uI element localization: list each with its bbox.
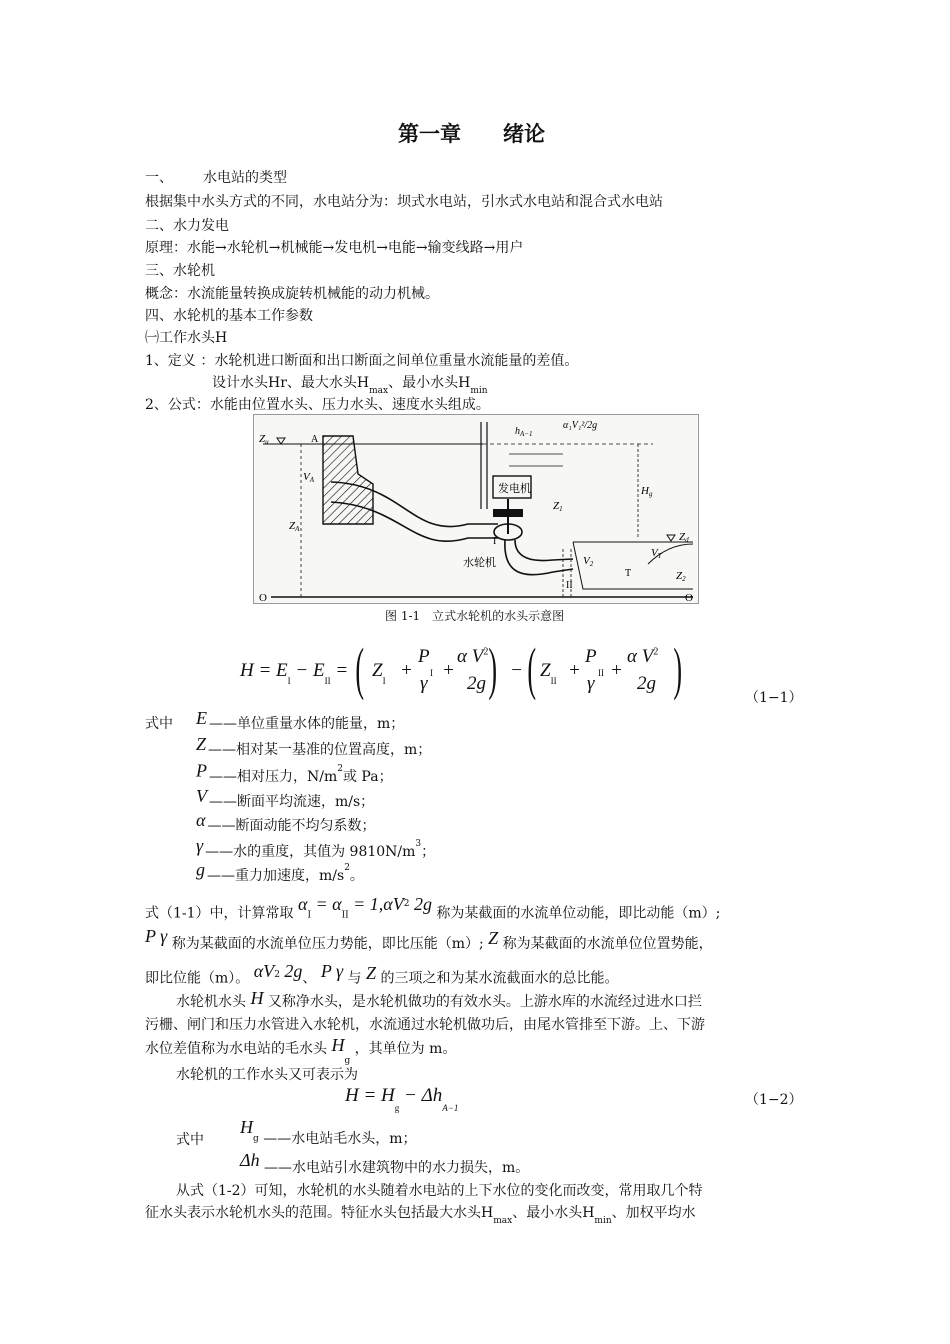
label-z2: Z2	[676, 570, 686, 583]
para2-line2: 污栅、闸门和压力水管进入水轮机，水流通过水轮机做功后，由尾水管排至下游。上、下游	[145, 1017, 705, 1033]
eq1-minus: −	[510, 660, 523, 681]
eq1-paren-open-1: (	[355, 636, 365, 701]
where-item	[196, 759, 393, 783]
eq1-z2: $Z_{II}$	[540, 660, 557, 686]
eq1-z1: $Z_I$	[372, 660, 386, 686]
eq2-number: （1−2）	[745, 1092, 803, 1108]
eq1-p2: P	[585, 646, 597, 667]
label-loss: $h_{A-1}$	[515, 426, 533, 438]
where2-dh: Δh ——水电站引水建筑物中的水力损失，m。	[240, 1150, 530, 1176]
label-zu: Zu	[259, 433, 269, 446]
label-zd: Zd	[679, 531, 689, 544]
eq1-paren-open-2: (	[527, 636, 537, 701]
label-zero-right: O	[685, 592, 693, 604]
label-generator: 发电机	[498, 482, 531, 495]
eq1-pw-sub-1: I	[430, 668, 433, 678]
eq1-p1: P	[418, 646, 430, 667]
where-symbol: E	[196, 708, 207, 728]
where-tail: 或 Pa；	[342, 768, 393, 785]
where-item	[196, 810, 375, 832]
where-sup: 2	[337, 764, 343, 774]
where2-label: 式中	[176, 1132, 204, 1148]
diagram-svg	[253, 414, 699, 604]
eq1-lhs: $H = E_I - E_{II}$ =	[240, 660, 349, 686]
design-head-text: 设计水头Hr、最大水头H	[212, 375, 370, 391]
eq1-gamma-1: γ	[420, 673, 428, 694]
label-section-1: I	[493, 536, 497, 547]
label-section-2: II	[566, 580, 573, 591]
eq1-plus-3: +	[568, 660, 581, 681]
eq1-alpha-v2: α $V^2$	[627, 646, 659, 667]
label-section-a: A	[311, 434, 319, 445]
where-desc: ——重力加速度，m/s	[207, 867, 345, 884]
para4-line1: 从式（1-2）可知，水轮机的水头随着水电站的上下水位的变化而改变，常用取几个特	[176, 1183, 703, 1199]
para2-line3: 水位差值称为水电站的毛水头 $H_g$ ，其单位为 m。	[145, 1035, 457, 1066]
where-symbol: γ	[196, 835, 204, 856]
where-symbol: P	[196, 760, 207, 781]
where-sup: 3	[415, 839, 422, 849]
where-symbol: g	[196, 859, 205, 880]
where-item	[196, 734, 431, 756]
eq1-alpha-v1: α $V^2$	[457, 646, 489, 667]
section-3-text: 概念：水流能量转换成旋转机械能的动力机械。	[145, 286, 439, 302]
label-va: VA	[303, 471, 315, 484]
subsection-heading: ㈠工作水头H	[145, 330, 228, 346]
section-4-heading: 四、水轮机的基本工作参数	[145, 308, 313, 324]
figure-head-diagram	[253, 414, 699, 604]
where-symbol: V	[196, 786, 207, 806]
eq1-2g-2: 2g	[637, 673, 656, 694]
where-desc: ——相对某一基准的位置高度，m；	[208, 742, 432, 758]
chapter-title: 第一章 绪论	[398, 122, 545, 146]
where-tail: 。	[349, 867, 364, 884]
section-2-text: 原理：水能→水轮机→机械能→发电机→电能→输变线路→用户	[145, 240, 524, 256]
section-2-heading: 二、水力发电	[145, 218, 229, 234]
where-label: 式中	[145, 716, 173, 732]
label-v2: V2	[583, 555, 594, 568]
section-1-heading: 水电站的类型	[203, 170, 287, 186]
section-1-text: 根据集中水头方式的不同，水电站分为：坝式水电站，引水式水电站和混合式水电站	[145, 194, 663, 210]
where2-hg: $H_g$ ——水电站毛水头，m；	[240, 1117, 417, 1147]
max-subscript: max	[369, 386, 389, 396]
label-za: ZA	[289, 520, 300, 533]
where-item	[196, 834, 435, 858]
where-symbol: Z	[196, 734, 207, 754]
eq1-plus-1: +	[400, 660, 413, 681]
para3-text: 水轮机的工作水头又可表示为	[176, 1067, 358, 1083]
para1-line2: P γ 称为某截面的水流单位压力势能，即比压能（m）; Z 称为某截面的水流单位位置势能，	[145, 926, 713, 952]
para4-line2: 征水头表示水轮机水头的范围。特征水头包括最大水头$H_{max}$、最小水头$H_{min}$、加权平均水	[145, 1205, 696, 1226]
label-hg: Hg	[641, 485, 653, 498]
where-desc: ——断面平均流速，m/s；	[209, 794, 375, 810]
label-vt: VT	[651, 547, 662, 560]
where-desc: ——断面动能不均匀系数；	[207, 818, 376, 834]
label-z1: Z1	[553, 500, 563, 513]
label-velocity-head: α₁V₁²/2g	[563, 420, 598, 431]
figure-caption: 图 1-1 立式水轮机的水头示意图	[385, 609, 565, 623]
para1-line1: 式（1-1）中，计算常取 $\alpha I = \alpha II = 1,\alpha V^2$ 2g 称为某截面的水流单位动能，即比动能（m）;	[145, 893, 721, 922]
eq1-paren-close-1: )	[488, 636, 498, 701]
label-zero-left: O	[259, 592, 267, 604]
where-item	[196, 786, 374, 808]
eq1-pw-sub-2: II	[598, 668, 604, 678]
section-3-heading: 三、水轮机	[145, 263, 215, 279]
where-sup: 2	[344, 863, 350, 873]
where-item	[196, 708, 404, 730]
eq1-number: （1−1）	[745, 690, 803, 706]
eq1-plus-4: +	[610, 660, 623, 681]
where-item	[196, 858, 364, 882]
design-head-line	[212, 373, 488, 395]
para1-line3: 即比位能（m）。 $\alpha V^2$ 2g、 P γ 与 Z 的三项之和为某水流截面水的总比能。	[145, 960, 619, 987]
eq1-2g-1: 2g	[467, 673, 486, 694]
label-section-t: T	[625, 568, 632, 579]
definition-line: 1、定义 ：水轮机进口断面和出口断面之间单位重量水流能量的差值。	[145, 353, 579, 369]
eq1-paren-close-2: )	[673, 636, 683, 701]
para2-line1: 水轮机水头 H 又称净水头，是水轮机做功的有效水头。上游水库的水流经过进水口拦	[176, 988, 702, 1010]
label-turbine: 水轮机	[463, 556, 496, 569]
where-symbol: α	[196, 810, 206, 830]
min-head-text: 、最小水头H	[388, 375, 471, 391]
where-tail: ；	[421, 843, 436, 860]
eq2: $H = H_g - \Delta h_{A-1}$	[345, 1085, 459, 1113]
section-1-number: 一、	[145, 170, 173, 186]
where-desc: ——单位重量水体的能量，m；	[209, 716, 405, 732]
where-desc: ——水的重度，其值为 9810N/m	[205, 843, 416, 860]
formula-intro: 2、公式：水能由位置水头、压力水头、速度水头组成。	[145, 397, 490, 413]
where-desc: ——相对压力，N/m	[209, 768, 338, 785]
eq1-plus-2: +	[442, 660, 455, 681]
min-subscript: min	[470, 386, 488, 396]
eq1-gamma-2: γ	[587, 673, 595, 694]
